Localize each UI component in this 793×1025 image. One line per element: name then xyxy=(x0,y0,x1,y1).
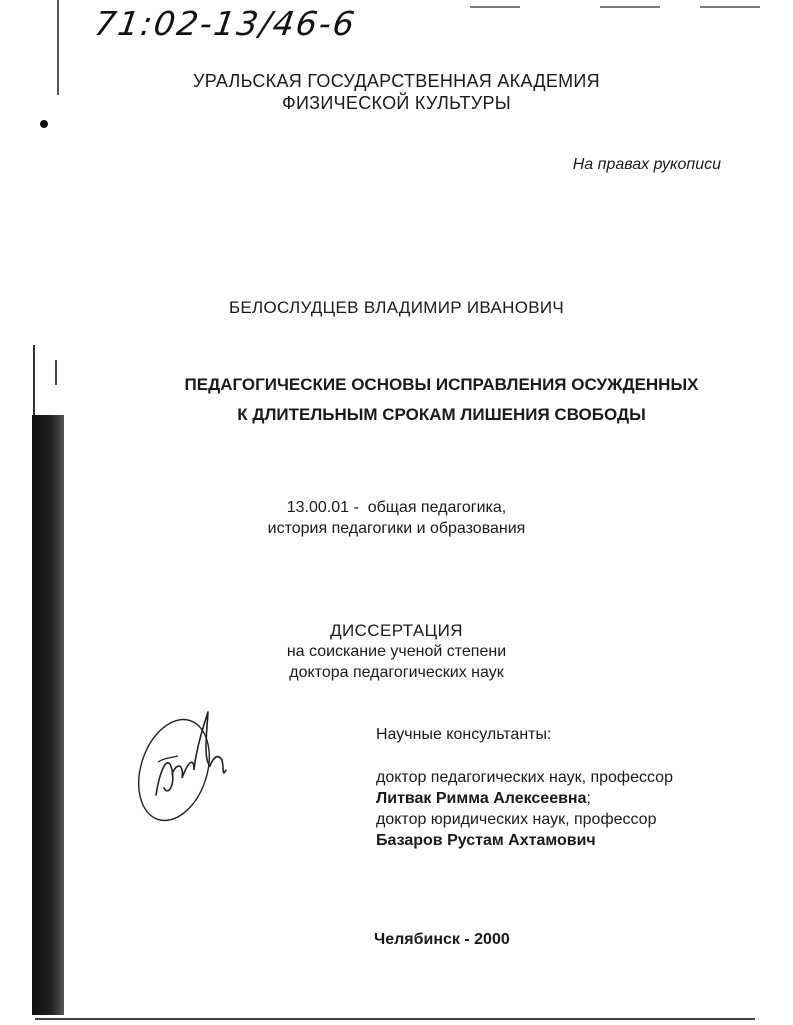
specialty-line-1: 13.00.01 - общая педагогика, xyxy=(286,499,507,516)
consultant-separator: ; xyxy=(586,790,591,807)
institution-line-1: УРАЛЬСКАЯ ГОСУДАРСТВЕННАЯ АКАДЕМИЯ xyxy=(193,71,600,91)
title-line-1: ПЕДАГОГИЧЕСКИЕ ОСНОВЫ ИСПРАВЛЕНИЯ ОСУЖДЕННЫХ xyxy=(184,375,699,394)
specialty-code xyxy=(0,497,793,539)
scan-artifact-line xyxy=(600,6,660,8)
scan-artifact-line xyxy=(700,6,760,8)
dissertation-title xyxy=(45,370,793,430)
call-number: 71:02-13/46-6 xyxy=(92,4,359,43)
consultant-2-name: Базаров Рустам Ахтамович xyxy=(376,832,596,849)
title-line-2: К ДЛИТЕЛЬНЫМ СРОКАМ ЛИШЕНИЯ СВОБОДЫ xyxy=(237,405,646,424)
scan-artifact-dot xyxy=(40,120,48,128)
institution-line-2: ФИЗИЧЕСКОЙ КУЛЬТУРЫ xyxy=(281,93,512,113)
consultants-heading: Научные консультанты: xyxy=(376,726,552,743)
dissertation-degree xyxy=(0,620,793,683)
consultant-1-degree: доктор педагогических наук, профессор xyxy=(376,769,673,786)
consultant-2-degree: доктор юридических наук, профессор xyxy=(376,811,657,828)
specialty-line-2: история педагогики и образования xyxy=(267,520,526,537)
institution-name xyxy=(0,70,793,114)
scan-artifact-line xyxy=(33,345,35,420)
scan-artifact-line xyxy=(470,6,520,8)
handwritten-signature xyxy=(128,700,238,830)
dissertation-type: ДИССЕРТАЦИЯ xyxy=(330,621,463,640)
scientific-consultants xyxy=(376,724,673,851)
degree-line-2: доктора педагогических наук xyxy=(289,664,504,681)
author-name: БЕЛОСЛУДЦЕВ ВЛАДИМИР ИВАНОВИЧ xyxy=(228,298,565,317)
consultant-1-name: Литвак Римма Алексеевна xyxy=(376,790,587,807)
manuscript-note: На правах рукописи xyxy=(572,156,721,173)
degree-line-1: на соискание ученой степени xyxy=(286,643,507,660)
consultant-1 xyxy=(376,788,673,809)
scan-artifact-line xyxy=(35,1018,755,1020)
city-year: Челябинск - 2000 xyxy=(374,931,510,948)
